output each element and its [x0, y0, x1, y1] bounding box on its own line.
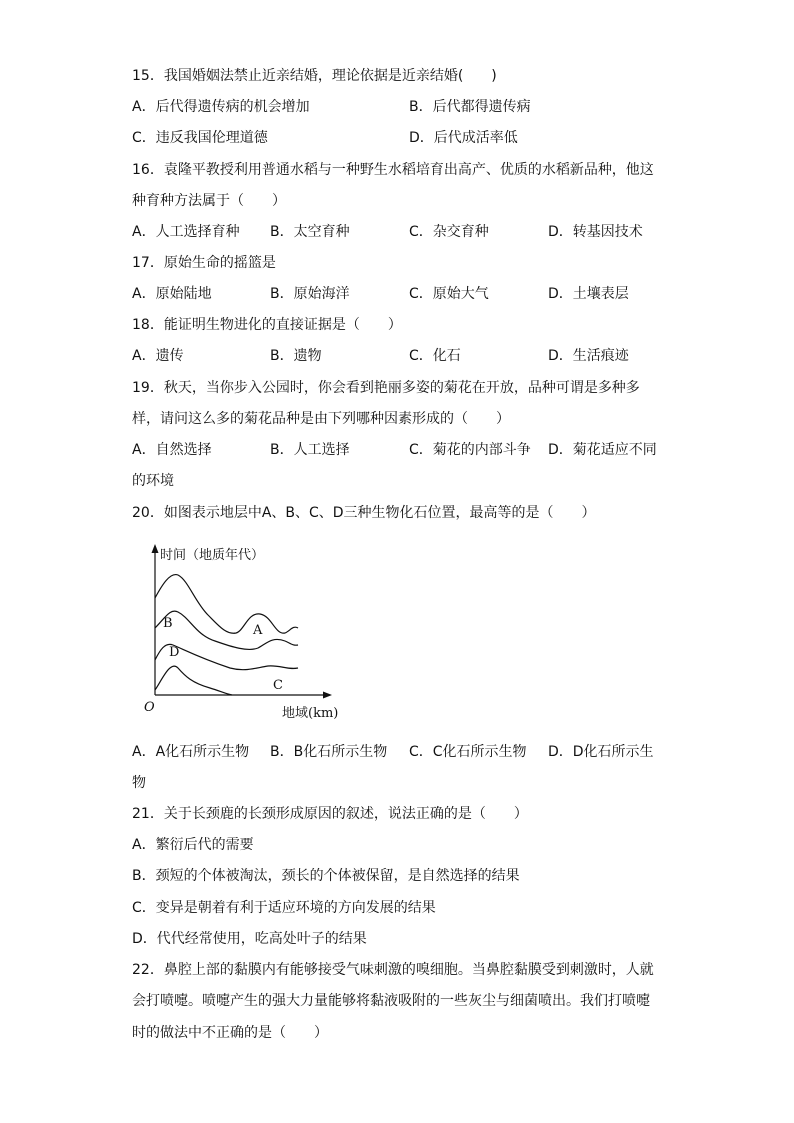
- q16-option-a: A．人工选择育种: [132, 224, 240, 240]
- q18-option-b: B．遗物: [270, 348, 322, 364]
- q21-option-b: B．颈短的个体被淘汰，颈长的个体被保留，是自然选择的结果: [132, 868, 520, 884]
- fossil-label-d: D: [169, 645, 180, 660]
- q22-stem-line2: 会打喷嚏。喷嚏产生的强大力量能够将黏液吸附的一些灰尘与细菌喷出。我们打喷嚏: [132, 993, 650, 1009]
- stratum-line-4: [155, 666, 232, 695]
- q21-option-c: C．变异是朝着有利于适应环境的方向发展的结果: [132, 900, 436, 916]
- q22-stem-line1: 22．鼻腔上部的黏膜内有能够接受气味刺激的嗅细胞。当鼻腔黏膜受到刺激时，人就: [132, 962, 654, 978]
- stratum-line-2: [155, 611, 298, 649]
- origin-label: O: [144, 700, 155, 715]
- fossil-label-b: B: [163, 616, 173, 631]
- q16-option-b: B．太空育种: [270, 224, 350, 240]
- q19-stem-line2: 样，请问这么多的菊花品种是由下列哪种因素形成的（ ）: [132, 411, 510, 427]
- q15-stem: 15．我国婚姻法禁止近亲结婚，理论依据是近亲结婚( ): [132, 68, 497, 84]
- x-axis-arrow-icon: [323, 692, 332, 699]
- q16-stem-line2: 种育种方法属于（ ）: [132, 193, 286, 209]
- q16-option-c: C．杂交育种: [409, 224, 489, 240]
- q19-option-b: B．人工选择: [270, 442, 350, 458]
- q20-option-c: C．C化石所示生物: [409, 744, 527, 760]
- q16-stem-line1: 16．袁隆平教授利用普通水稻与一种野生水稻培育出高产、优质的水稻新品种，他这: [132, 162, 654, 178]
- q21-option-d: D．代代经常使用，吃高处叶子的结果: [132, 931, 367, 947]
- stratum-line-1: [155, 575, 298, 634]
- q20-stem: 20．如图表示地层中A、B、C、D三种生物化石位置，最高等的是（ ）: [132, 505, 596, 521]
- q18-option-a: A．遗传: [132, 348, 184, 364]
- q15-option-a: A．后代得遗传病的机会增加: [132, 99, 310, 115]
- q19-option-d-wrap: 的环境: [132, 473, 174, 489]
- q20-option-d-wrap: 物: [132, 775, 146, 791]
- y-axis-label: 时间（地质年代）: [160, 548, 265, 563]
- q21-stem: 21．关于长颈鹿的长颈形成原因的叙述，说法正确的是（ ）: [132, 806, 528, 822]
- q19-stem-line1: 19．秋天，当你步入公园时，你会看到艳丽多姿的菊花在开放，品种可谓是多种多: [132, 380, 640, 396]
- q17-option-c: C．原始大气: [409, 286, 489, 302]
- y-axis-arrow-icon: [152, 544, 159, 553]
- q20-option-d: D．D化石所示生: [548, 744, 654, 760]
- fossil-label-a: A: [253, 623, 263, 638]
- q17-option-d: D．土壤表层: [548, 286, 629, 302]
- q21-option-a: A．繁衍后代的需要: [132, 837, 254, 853]
- q19-option-a: A．自然选择: [132, 442, 212, 458]
- q19-option-c: C．菊花的内部斗争: [409, 442, 531, 458]
- q15-option-c: C．违反我国伦理道德: [132, 130, 268, 146]
- q20-option-a: A．A化石所示生物: [132, 744, 250, 760]
- x-axis-label: 地域(km): [282, 706, 339, 721]
- q22-stem-line3: 时的做法中不正确的是（ ）: [132, 1025, 328, 1041]
- q16-option-d: D．转基因技术: [548, 224, 643, 240]
- q20-figure: [140, 540, 360, 722]
- q17-stem: 17．原始生命的摇篮是: [132, 255, 276, 271]
- q19-option-d: D．菊花适应不同: [548, 442, 657, 458]
- q18-option-c: C．化石: [409, 348, 461, 364]
- q20-option-b: B．B化石所示生物: [270, 744, 388, 760]
- q15-option-b: B．后代都得遗传病: [409, 99, 531, 115]
- q17-option-b: B．原始海洋: [270, 286, 350, 302]
- fossil-label-c: C: [273, 678, 283, 693]
- q18-option-d: D．生活痕迹: [548, 348, 629, 364]
- q15-option-d: D．后代成活率低: [409, 130, 518, 146]
- q17-option-a: A．原始陆地: [132, 286, 212, 302]
- q18-stem: 18．能证明生物进化的直接证据是（ ）: [132, 317, 402, 333]
